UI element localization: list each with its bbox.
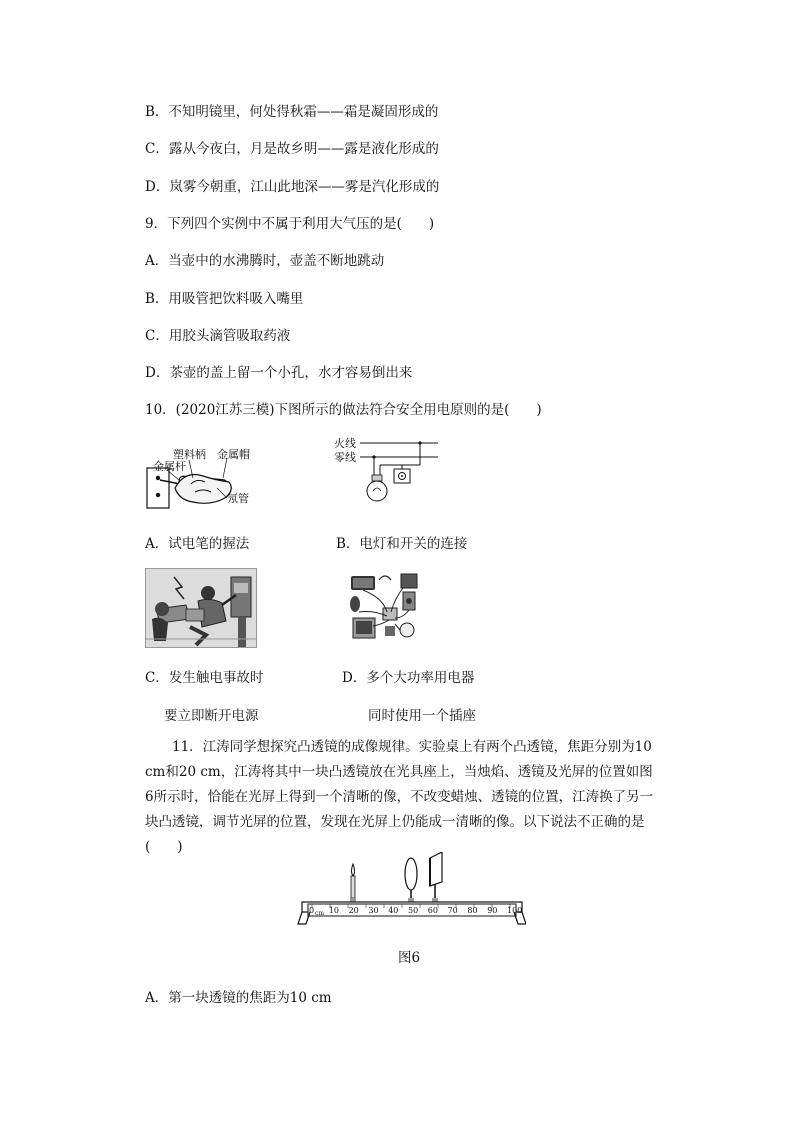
q8-option-b: B．不知明镜里，何处得秋霜——霜是凝固形成的 <box>145 104 439 120</box>
q10-option-c-line2: 要立即断开电源 <box>164 708 259 724</box>
q8-option-c: C．露从今夜白，月是故乡明——露是液化形成的 <box>145 141 439 157</box>
ruler-unit-label: cm <box>315 910 325 917</box>
q10-option-a: A．试电笔的握法 <box>145 536 250 552</box>
label-plastic-handle: 塑料柄 <box>173 448 206 461</box>
q9-option-c: C．用胶头滴管吸取药液 <box>145 328 291 344</box>
label-live-wire: 火线 <box>334 437 356 450</box>
q9-option-a: A．当壶中的水沸腾时，壶盖不断地跳动 <box>145 253 385 269</box>
ruler-tick-label: 50 <box>408 906 419 915</box>
label-neon-tube: 氖管 <box>227 492 249 505</box>
figure-lamp-switch-wiring <box>330 435 440 510</box>
figure-test-pen <box>145 440 270 515</box>
ruler-tick-label: 30 <box>368 906 379 915</box>
q10-option-b: B．电灯和开关的连接 <box>336 536 468 552</box>
q9-option-d: D．茶壶的盖上留一个小孔，水才容易倒出来 <box>145 365 413 381</box>
q9-stem: 9．下列四个实例中不属于利用大气压的是( ) <box>145 216 435 232</box>
ruler-tick-label: 10 <box>328 906 339 915</box>
ruler-tick-label: 100 <box>507 906 523 915</box>
q10-option-c-line1: C．发生触电事故时 <box>145 670 264 686</box>
figure-shock-rescue <box>145 568 257 648</box>
q8-option-d: D．岚雾今朝重，江山此地深——雾是汽化形成的 <box>145 179 440 195</box>
q10-option-d-line2: 同时使用一个插座 <box>368 708 476 724</box>
ruler-tick-label: 40 <box>388 906 399 915</box>
ruler-tick-label: 0 <box>309 906 315 915</box>
label-neutral-wire: 零线 <box>334 451 356 464</box>
ruler-tick-label: 90 <box>487 906 498 915</box>
q9-option-b: B．用吸管把饮料吸入嘴里 <box>145 291 304 307</box>
q10-stem: 10．(2020江苏三模)下图所示的做法符合安全用电原则的是( ) <box>145 402 542 418</box>
label-metal-rod: 金属杆 <box>153 460 186 473</box>
figure-optical-bench <box>296 852 526 932</box>
ruler-tick-label: 80 <box>467 906 478 915</box>
q11-stem: 11．江涛同学想探究凸透镜的成像规律。实验桌上有两个凸透镜，焦距分别为10 cm和20 cm，江涛将其中一块凸透镜放在光具座上，当烛焰、透镜及光屏的位置如图6所示时，恰能在光屏上得到一个清晰的像，不改变蜡烛、透镜的位置，江涛换了另一块凸透镜，调节光屏的位置，发现在光屏上仍能成一清晰的像。以下说法不正确的是( ) <box>145 739 654 855</box>
q11-option-a: A．第一块透镜的焦距为10 cm <box>145 990 332 1006</box>
figure-overloaded-socket <box>343 568 443 646</box>
label-metal-cap: 金属帽 <box>217 448 250 461</box>
ruler-tick-label: 70 <box>447 906 458 915</box>
q10-option-d-line1: D．多个大功率用电器 <box>342 670 475 686</box>
figure-6-caption: 图6 <box>398 950 421 966</box>
ruler-tick-label: 20 <box>348 906 359 915</box>
ruler-tick-label: 60 <box>427 906 438 915</box>
